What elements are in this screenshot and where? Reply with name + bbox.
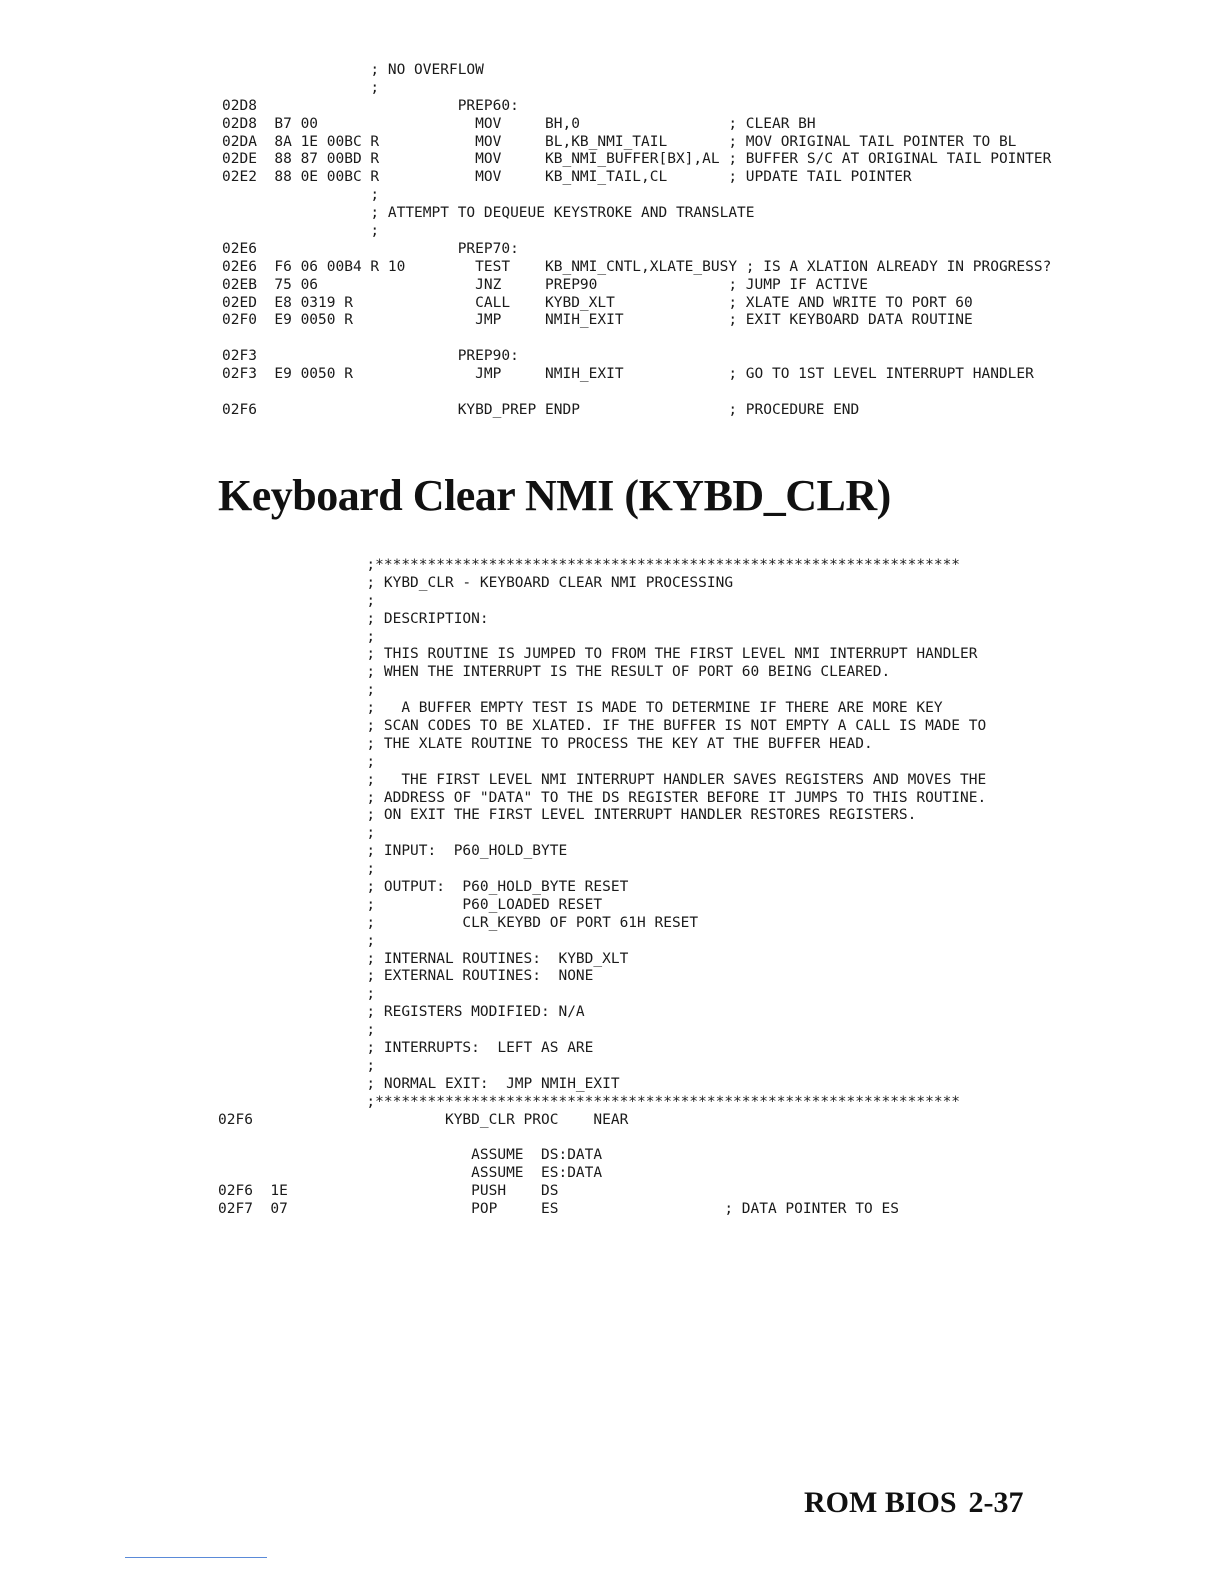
code-line: ; DESCRIPTION: [218,610,489,627]
code-line: ; [222,223,380,240]
code-line: 02E6 F6 06 00B4 R 10 TEST KB_NMI_CNTL,XLATE_BUSY ; IS A XLATION ALREADY IN PROGRESS? [222,258,1052,275]
code-line: ; SCAN CODES TO BE XLATED. IF THE BUFFER IS NOT EMPTY A CALL IS MADE TO [218,718,987,735]
code-line: ; NORMAL EXIT: JMP NMIH_EXIT [218,1075,620,1092]
code-line: ; ATTEMPT TO DEQUEUE KEYSTROKE AND TRANSLATE [222,205,755,222]
code-line: 02ED E8 0319 R CALL KYBD_XLT ; XLATE AND WRITE TO PORT 60 [222,294,973,311]
page-footer [804,1486,1024,1520]
code-line: ; THE XLATE ROUTINE TO PROCESS THE KEY AT THE BUFFER HEAD. [218,735,873,752]
code-line: ; A BUFFER EMPTY TEST IS MADE TO DETERMINE IF THERE ARE MORE KEY [218,700,943,717]
code-line: ; REGISTERS MODIFIED: N/A [218,1004,585,1021]
code-line: ; [222,187,380,204]
code-line: ; [218,628,376,645]
footer-section: ROM BIOS [804,1486,957,1519]
code-line: ;******************************************************************* [218,557,961,573]
code-line: ; [218,825,376,842]
code-line: ; [218,1057,376,1074]
code-line: 02F7 07 POP ES ; DATA POINTER TO ES [218,1201,899,1218]
code-line: 02F3 PREP90: [222,348,519,365]
code-line: ; P60_LOADED RESET [218,896,603,913]
code-line: ; [218,861,376,878]
code-line: 02F6 KYBD_CLR PROC NEAR [218,1111,629,1128]
code-line: ASSUME DS:DATA [218,1147,603,1164]
code-line: 02DA 8A 1E 00BC R MOV BL,KB_NMI_TAIL ; MOV ORIGINAL TAIL POINTER TO BL [222,133,1017,150]
code-line: ; THE FIRST LEVEL NMI INTERRUPT HANDLER SAVES REGISTERS AND MOVES THE [218,771,987,788]
code-line: ; KYBD_CLR - KEYBOARD CLEAR NMI PROCESSING [218,574,734,591]
code-line: ; [218,753,376,770]
code-line: ; WHEN THE INTERRUPT IS THE RESULT OF PORT 60 BEING CLEARED. [218,664,891,681]
code-line: 02F6 1E PUSH DS [218,1183,559,1200]
code-line: 02D8 PREP60: [222,97,519,114]
footer-page-number: 2-37 [968,1486,1024,1519]
code-line: 02E2 88 0E 00BC R MOV KB_NMI_TAIL,CL ; UPDATE TAIL POINTER [222,169,912,186]
code-line [222,384,1051,402]
scan-artifact-line [125,1557,267,1558]
code-line: ;******************************************************************* [218,1093,961,1110]
code-line: ; NO OVERFLOW [222,62,484,78]
code-line: ; [222,79,380,96]
code-line [218,1130,986,1148]
code-line: ; INTERNAL ROUTINES: KYBD_XLT [218,950,629,967]
code-line: 02F6 KYBD_PREP ENDP ; PROCEDURE END [222,401,860,418]
listing-top [222,62,1051,420]
listing-bottom [218,557,986,1219]
code-line: ; CLR_KEYBD OF PORT 61H RESET [218,914,699,931]
code-line: ; ON EXIT THE FIRST LEVEL INTERRUPT HANDLER RESTORES REGISTERS. [218,807,917,824]
code-line: 02E6 PREP70: [222,240,519,257]
code-line: ASSUME ES:DATA [218,1165,603,1182]
code-line: ; INTERRUPTS: LEFT AS ARE [218,1040,594,1057]
code-line: 02DE 88 87 00BD R MOV KB_NMI_BUFFER[BX],AL ; BUFFER S/C AT ORIGINAL TAIL POINTER [222,151,1052,168]
code-line [222,330,1051,348]
code-line: ; [218,932,376,949]
code-line: ; EXTERNAL ROUTINES: NONE [218,968,594,985]
code-line: ; THIS ROUTINE IS JUMPED TO FROM THE FIRST LEVEL NMI INTERRUPT HANDLER [218,646,978,663]
code-line: ; ADDRESS OF "DATA" TO THE DS REGISTER BEFORE IT JUMPS TO THIS ROUTINE. [218,789,987,806]
code-line: 02D8 B7 00 MOV BH,0 ; CLEAR BH [222,115,816,132]
code-line: ; OUTPUT: P60_HOLD_BYTE RESET [218,879,629,896]
section-heading: Keyboard Clear NMI (KYBD_CLR) [218,471,891,520]
code-line: ; [218,1022,376,1039]
code-line: ; [218,986,376,1003]
code-line: ; INPUT: P60_HOLD_BYTE [218,843,568,860]
code-line: ; [218,682,376,699]
code-line: 02EB 75 06 JNZ PREP90 ; JUMP IF ACTIVE [222,276,869,293]
code-line: 02F3 E9 0050 R JMP NMIH_EXIT ; GO TO 1ST LEVEL INTERRUPT HANDLER [222,366,1034,383]
code-line: 02F0 E9 0050 R JMP NMIH_EXIT ; EXIT KEYBOARD DATA ROUTINE [222,312,973,329]
code-line: ; [218,592,376,609]
